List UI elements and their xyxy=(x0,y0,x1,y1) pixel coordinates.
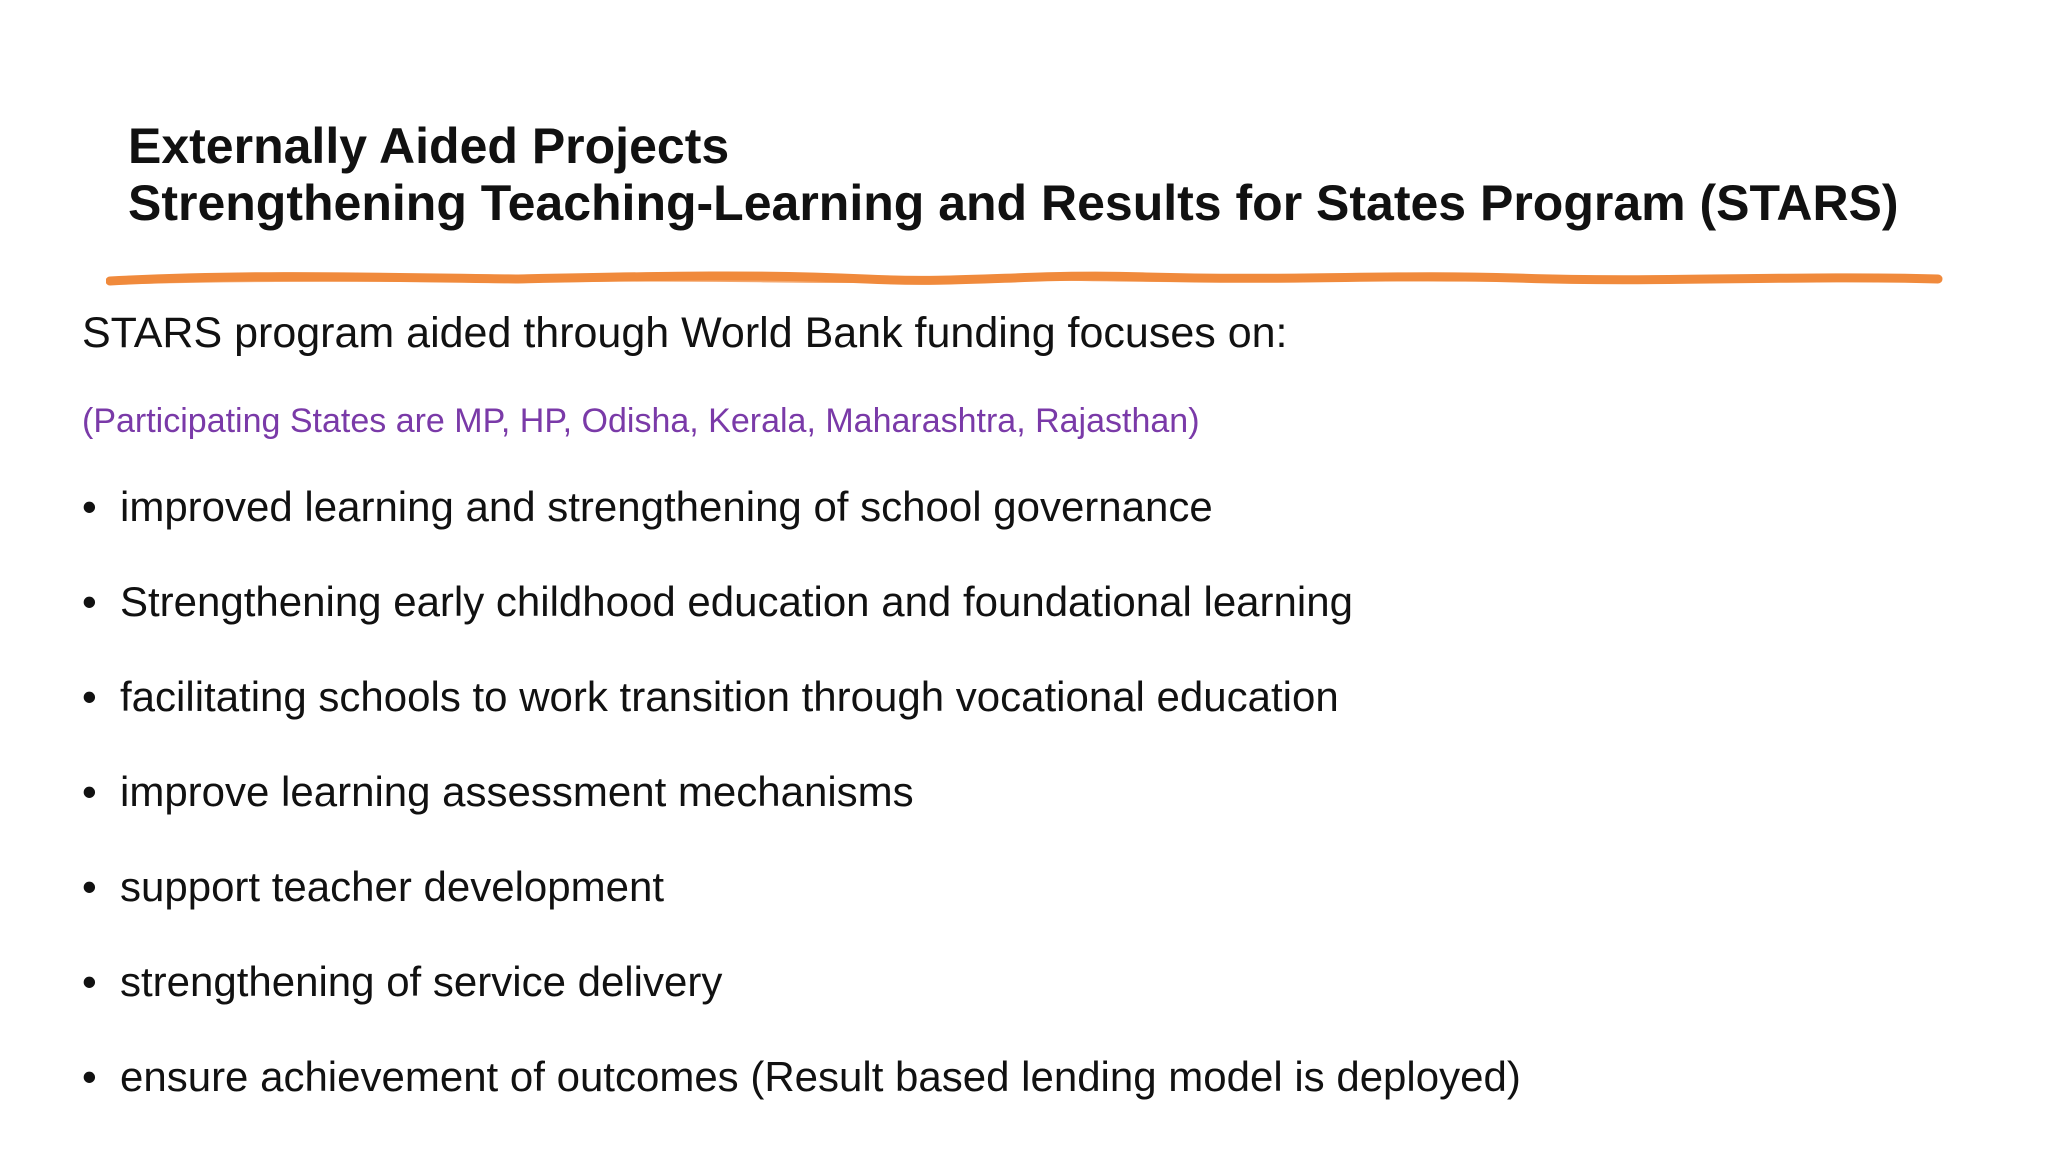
bullet-icon: • xyxy=(82,1053,97,1100)
bullet-icon: • xyxy=(82,673,97,720)
slide-title-line-2: Strengthening Teaching-Learning and Results for States Program (STARS) xyxy=(128,175,1899,231)
list-item xyxy=(82,862,1521,957)
list-item xyxy=(82,1052,1521,1147)
focus-areas-list xyxy=(82,482,1521,1147)
slide-title xyxy=(128,118,1988,232)
list-item xyxy=(82,577,1521,672)
list-item-text: ensure achievement of outcomes (Result based lending model is deployed) xyxy=(120,1053,1521,1100)
list-item xyxy=(82,672,1521,767)
participating-states-note: (Participating States are MP, HP, Odisha, Kerala, Maharashtra, Rajasthan) xyxy=(82,402,1200,440)
bullet-icon: • xyxy=(82,958,97,1005)
list-item-text: support teacher development xyxy=(120,863,665,910)
bullet-icon: • xyxy=(82,483,97,530)
bullet-icon: • xyxy=(82,578,97,625)
bullet-icon: • xyxy=(82,768,97,815)
program-intro: STARS program aided through World Bank funding focuses on: xyxy=(82,309,1288,357)
list-item-text: improve learning assessment mechanisms xyxy=(120,768,914,815)
list-item-text: improved learning and strengthening of school governance xyxy=(120,483,1213,530)
bullet-icon: • xyxy=(82,863,97,910)
list-item-text: strengthening of service delivery xyxy=(120,958,723,1005)
list-item-text: Strengthening early childhood education and foundational learning xyxy=(120,578,1353,625)
slide-title-line-1: Externally Aided Projects xyxy=(128,118,730,174)
list-item-text: facilitating schools to work transition through vocational education xyxy=(120,673,1339,720)
list-item xyxy=(82,957,1521,1052)
list-item xyxy=(82,482,1521,577)
list-item xyxy=(82,767,1521,862)
orange-brush-divider xyxy=(106,266,1944,292)
